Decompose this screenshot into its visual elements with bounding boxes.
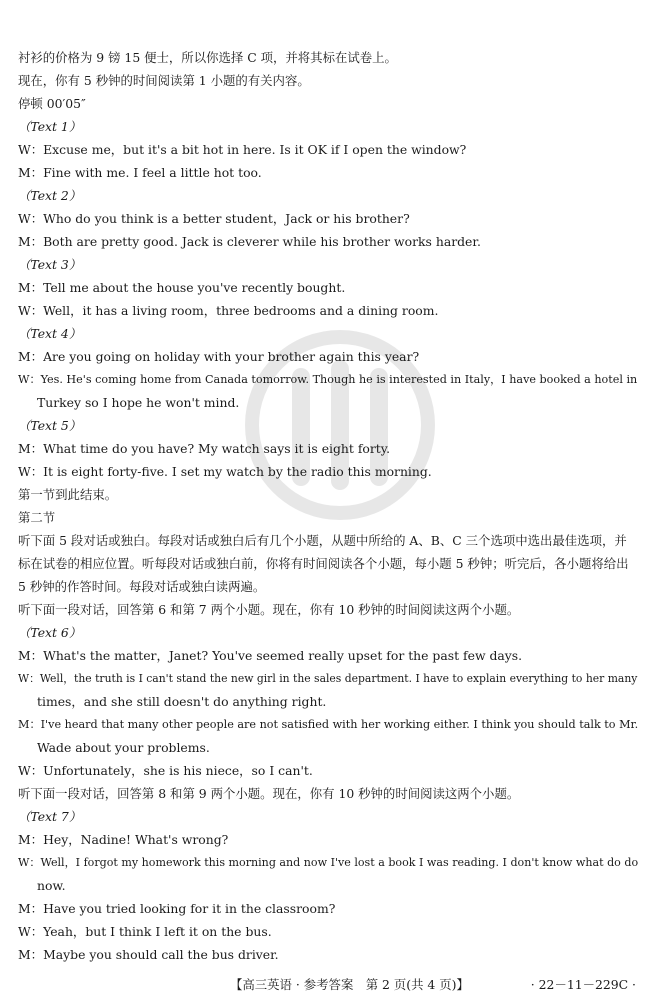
transcript-line: W：Well，it has a living room，three bedrooms and a dining room. bbox=[18, 303, 439, 318]
page-footer bbox=[0, 974, 652, 996]
transcript-line: Wade about your problems. bbox=[37, 740, 210, 755]
transcript-line: 听下面一段对话，回答第 6 和第 7 两个小题。现在，你有 10 秒钟的时间阅读这两个小题。 bbox=[18, 602, 520, 617]
transcript-line: now. bbox=[37, 878, 66, 893]
text-section-label: （Text 7） bbox=[18, 809, 82, 824]
transcript-line: 5 秒钟的作答时间。每段对话或独白读两遍。 bbox=[18, 579, 266, 594]
transcript-line: 听下面 5 段对话或独白。每段对话或独白后有几个小题，从题中所给的 A、B、C 三个选项中选出最佳选项，并 bbox=[18, 533, 627, 548]
transcript-line: 标在试卷的相应位置。听每段对话或独白前，你将有时间阅读各个小题，每小题 5 秒钟；听完后，各小题将给出 bbox=[18, 556, 629, 571]
transcript-line: 现在，你有 5 秒钟的时间阅读第 1 小题的有关内容。 bbox=[18, 73, 310, 88]
transcript-line: M：Are you going on holiday with your brother again this year? bbox=[18, 349, 420, 364]
text-section-label: （Text 4） bbox=[18, 326, 82, 341]
text-section-label: （Text 6） bbox=[18, 625, 82, 640]
transcript-line: W：Yeah，but I think I left it on the bus. bbox=[18, 924, 272, 939]
text-section-label: （Text 5） bbox=[18, 418, 82, 433]
text-section-label: （Text 1） bbox=[18, 119, 82, 134]
transcript-line: W：It is eight forty-five. I set my watch by the radio this morning. bbox=[18, 464, 432, 479]
transcript-line: M：Fine with me. I feel a little hot too. bbox=[18, 165, 262, 180]
transcript-line: M：What's the matter，Janet? You've seemed really upset for the past few days. bbox=[18, 648, 523, 663]
transcript-line: M：I've heard that many other people are not satisfied with her working either. I think you should talk to Mr. bbox=[18, 718, 639, 731]
transcript-line: W：Who do you think is a better student，Jack or his brother? bbox=[18, 211, 410, 226]
transcript-line: M：Hey，Nadine! What's wrong? bbox=[18, 832, 229, 847]
footer-page-info: 【高三英语 · 参考答案 第 2 页(共 4 页)】 bbox=[230, 977, 469, 992]
transcript-line: W：Yes. He's coming home from Canada tomorrow. Though he is interested in Italy，I have booked a hotel in bbox=[18, 373, 638, 386]
footer-code: · 22－11－229C · bbox=[530, 977, 636, 992]
transcript-line: W：Well，I forgot my homework this morning and now I've lost a book I was reading. I don't know what do do bbox=[18, 856, 639, 869]
transcript-line: 听下面一段对话，回答第 8 和第 9 两个小题。现在，你有 10 秒钟的时间阅读这两个小题。 bbox=[18, 786, 520, 801]
transcript-line: W：Well，the truth is I can't stand the new girl in the sales department. I have to explain everything to her many bbox=[18, 672, 638, 685]
transcript-line: M：What time do you have? My watch says it is eight forty. bbox=[18, 441, 391, 456]
text-section-label: （Text 2） bbox=[18, 188, 82, 203]
transcript-line: M：Tell me about the house you've recently bought. bbox=[18, 280, 346, 295]
text-section-label: （Text 3） bbox=[18, 257, 82, 272]
transcript-line: 停顿 00′05″ bbox=[18, 96, 86, 111]
transcript-line: W：Excuse me，but it's a bit hot in here. Is it OK if I open the window? bbox=[18, 142, 467, 157]
transcript-line: 第一节到此结束。 bbox=[18, 487, 118, 502]
transcript-line: times，and she still doesn't do anything right. bbox=[37, 694, 327, 709]
transcript-body bbox=[18, 46, 638, 966]
transcript-line: M：Maybe you should call the bus driver. bbox=[18, 947, 279, 962]
transcript-line: W：Unfortunately，she is his niece，so I can't. bbox=[18, 763, 313, 778]
transcript-line: M：Both are pretty good. Jack is cleverer while his brother works harder. bbox=[18, 234, 481, 249]
transcript-line: 第二节 bbox=[18, 510, 56, 525]
transcript-line: 衬衫的价格为 9 镑 15 便士，所以你选择 C 项，并将其标在试卷上。 bbox=[18, 50, 397, 65]
transcript-line: M：Have you tried looking for it in the classroom? bbox=[18, 901, 336, 916]
transcript-line: Turkey so I hope he won't mind. bbox=[37, 395, 240, 410]
